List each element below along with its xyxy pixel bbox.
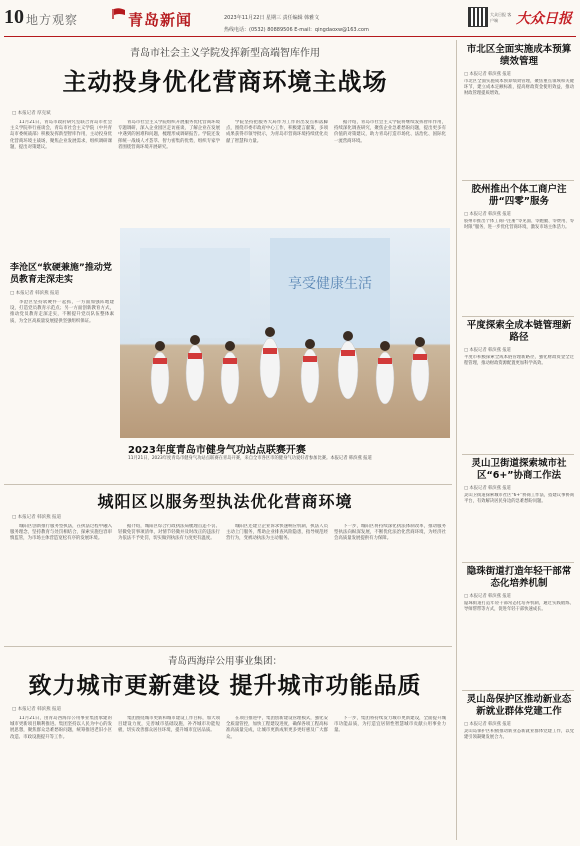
news-photo[interactable]: [120, 228, 450, 438]
mid-divider: [4, 484, 452, 485]
bottom-column-4: 下一步，集团将持续发力城市更新建设，全面提升城市功能品质，为打造宜居韧性智慧城市贡献公用事业力量。: [334, 716, 446, 734]
rail-story-1[interactable]: [464, 44, 574, 169]
bottom-divider: [4, 646, 452, 647]
qr-label: 大众日报 客户端: [490, 12, 512, 23]
section-label: 地方观察: [26, 13, 79, 27]
rail-story-byline: □ 本报记者 韩滨燕 报道: [464, 722, 511, 727]
flag-icon: [112, 8, 126, 20]
lead-kicker: 青岛市社会主义学院发挥新型高端智库作用: [130, 48, 320, 59]
mid-column-4: 下一步，城阳区将持续深化执法体制改革，推动服务型执法向纵深发展，不断优化法治化营商环境，为经济社会高质量发展提供有力保障。: [334, 524, 446, 542]
masthead: [4, 4, 576, 36]
mid-story-byline: □ 本报记者 韩滨燕 报道: [12, 515, 62, 520]
rail-story-byline: □ 本报记者 韩滨燕 报道: [464, 486, 511, 491]
performers-illustration: [120, 228, 450, 438]
section-title: 青岛新闻: [128, 11, 193, 29]
rail-story-3[interactable]: [464, 320, 574, 445]
rail-divider: [462, 690, 574, 691]
photo-caption: 11月21日，2023年度青岛市健身气功站点联赛在青岛开赛，来自全市各区市的健身气功爱好者参加比赛。本报记者 韩滨燕 报道: [128, 456, 372, 461]
rail-story-byline: □ 本报记者 韩滨燕 报道: [464, 72, 511, 77]
rail-story-title: 灵山岛保护区推动新业态新就业群体党建工作: [466, 694, 572, 717]
rail-divider: [462, 454, 574, 455]
rail-story-title: 胶州推出个体工商户注册“四零”服务: [471, 184, 567, 207]
bottom-column-1: 11月21日，由青岛西海岸公用事业集团承建的城市更新项目顺利推进。集团坚持以人民为中心的发展思想，聚焦群众急难愁盼问题，统筹推进老旧小区改造、市政设施提升等工作。: [10, 716, 112, 740]
rail-story-title: 市北区全面实施成本预算绩效管理: [466, 44, 572, 67]
bottom-column-2: 集团围绕城市更新和城市建设工作目标，加大项目建设力度，完善城市基础设施，补齐城市功能短板，切实改善群众居住环境，提升城市宜居品质。: [118, 716, 220, 734]
rail-story-text: 胶州市推出个体工商户注册“零见面、零跑腿、零费用、零时限”服务，进一步优化营商环境，激发市场主体活力。: [464, 219, 574, 230]
mid-story-headline[interactable]: 城阳区以服务型执法优化营商环境: [97, 492, 353, 511]
bottom-story-headline[interactable]: 致力城市更新建设 提升城市功能品质: [28, 673, 422, 699]
rail-story-6[interactable]: [464, 694, 574, 829]
rail-divider: [462, 316, 574, 317]
rail-story-text: 市北区全面实施成本预算绩效管理，聚焦重点领域和关键环节，建立成本定额标准，提高财政资金使用效益，推动财政管理提质增效。: [464, 79, 574, 96]
mid-column-1: 城阳区创新推行服务型执法，在执法过程中融入服务理念，坚持教育与处罚相结合，探索实施包容审慎监管，为市场主体营造宽松有序的发展环境。: [10, 524, 112, 542]
issue-meta: 2023年11月22日 星期三 责任编辑 韩雅文: [224, 15, 320, 21]
rail-story-text: 灵山卫街道探索城市社区“6+”协商工作法，搭建议事协商平台，有效解决居民身边的急难愁盼问题。: [464, 493, 574, 504]
rail-story-5[interactable]: [464, 566, 574, 681]
header-divider: [4, 36, 576, 37]
contact-meta: 热线电话：(0532) 80889506 E-mail：qingdaoxw@163.com: [224, 27, 369, 33]
mid-column-2: 据介绍，城阳区综合行政执法局梳理首违不罚、轻微免罚事项清单，对情节轻微并及时改正的违法行为依法不予处罚，切实做到执法有力度更有温度。: [118, 524, 220, 542]
lead-column-3: 学院坚持把服务大局作为工作的出发点和落脚点，围绕市委市政府中心工作，积极建言献策，多项成果获得市领导批示，为青岛市营商环境持续优化贡献了智慧和力量。: [226, 120, 328, 144]
rail-story-title: 隐珠街道打造年轻干部常态化培养机制: [466, 566, 572, 589]
sub-story-headline[interactable]: 李沧区“软硬兼施”推动党员教育走深走实: [10, 263, 112, 285]
page-number: 10: [4, 6, 24, 28]
sub-story-text: 李沧区坚持软硬件一起抓，一方面加强阵地建设，打造党员教育示范点；另一方面创新教育方式，推动党员教育走深走实，不断提升党员队伍整体素质，为全区高质量发展提供坚强组织保证。: [10, 300, 114, 324]
lead-column-1: 11月21日，青岛市政府研究室联合青岛市社会主义学院举行座谈会，青岛市社会主义学院（中共青岛市委统战部）积极发挥新型智库作用，主动投身优化营商环境主战场，聚焦企业发展需求，组织调研课题，提出对策建议。: [10, 120, 112, 150]
bottom-story-byline: □ 本报记者 韩滨燕 报道: [12, 707, 62, 712]
rail-story-title: 平度探索全成本链管理新路径: [466, 320, 572, 343]
lead-column-4: 据介绍，青岛市社会主义学院将继续发挥智库作用，持续深化调查研究，聚焦企业急难愁盼问题，提出更多有价值的对策建议，助力青岛打造市场化、法治化、国际化一流营商环境。: [334, 120, 446, 144]
rail-story-2[interactable]: [464, 184, 574, 299]
bottom-column-3: 在项目推进中，集团创新建设管理模式，强化安全质量管控，加快工程建设进度，确保各项工程高标准高质量完成，让城市更新成果更多更好惠及广大群众。: [226, 716, 328, 740]
bottom-kicker: 青岛西海岸公用事业集团：: [167, 656, 282, 667]
newspaper-logo: 大众日报: [516, 11, 572, 27]
rail-story-text: 平度市积极探索全成本链管理新路径，强化财政资金全过程管理，推动财政资源配置更加科学高效。: [464, 355, 574, 366]
qr-code-icon[interactable]: [468, 7, 488, 27]
photo-banner-text: 享受健康生活: [288, 276, 372, 292]
sub-story-byline: □ 本报记者 韩滨燕 报道: [10, 291, 60, 296]
lead-byline: □ 本报记者 厚克斌: [12, 111, 51, 116]
rail-story-title: 灵山卫街道探索城市社区“6+”协商工作法: [471, 458, 567, 481]
photo-caption-title[interactable]: 2023年度青岛市健身气功站点联赛开赛: [128, 445, 306, 456]
rail-divider: [462, 180, 574, 181]
rail-story-byline: □ 本报记者 韩滨燕 报道: [464, 212, 511, 217]
mid-column-3: 城阳区还建立企业诉求快速响应机制，执法人员主动上门服务，帮助企业排查风险隐患，指导规范经营行为，变被动执法为主动服务。: [226, 524, 328, 542]
lead-column-2: 青岛市社会主义学院组织开展服务优化营商环境专题调研，深入企业园区走访座谈，了解企业在发展中遇到的困难和问题，梳理形成调研报告。学院还发挥统一战线人才荟萃、智力密集的优势，组织专家学者围绕营商环境开展研究。: [118, 120, 220, 150]
rail-story-byline: □ 本报记者 韩滨燕 报道: [464, 594, 511, 599]
rail-story-byline: □ 本报记者 韩滨燕 报道: [464, 348, 511, 353]
rail-divider: [462, 562, 574, 563]
lead-headline[interactable]: 主动投身优化营商环境主战场: [62, 68, 388, 96]
rail-story-text: 灵山岛保护区积极推动新业态新就业群体党建工作，以党建引领凝聚发展合力。: [464, 729, 574, 740]
rail-story-4[interactable]: [464, 458, 574, 563]
rail-story-text: 隐珠街道打造年轻干部常态化培养机制，通过实践锻炼、导师帮带等方式，促进年轻干部快速成长。: [464, 601, 574, 612]
